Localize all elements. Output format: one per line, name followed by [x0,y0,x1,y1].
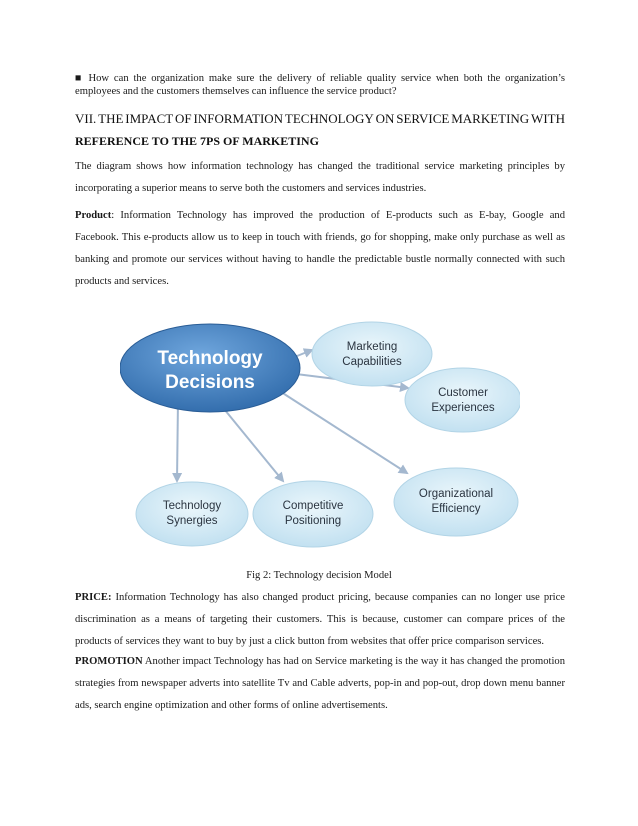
heading-number: VII. [75,111,97,126]
n3-line-2: Synergies [166,515,218,527]
heading-word: WITH [531,111,565,126]
organizational-efficiency-node [394,468,518,536]
product-label: Product [75,210,112,221]
price-text: Information Technology has also changed product pricing, because companies can no longer use price discrimination as a means of targeting their customers. This is because, customer can compare prices of the products of services they want to buy by just a click button from websites that offer price comparison services. [75,592,565,647]
n4-line-2: Positioning [284,515,342,527]
n5-line-2: Efficiency [431,503,481,515]
promotion-paragraph [75,651,565,717]
heading-word: MARKETING [451,111,530,126]
price-label: PRICE: [75,592,112,603]
heading-word: SERVICE [396,111,450,126]
n1-line-1: Marketing [346,341,398,353]
arrow-to-positioning [220,404,283,481]
heading-line-2: REFERENCE TO THE 7PS OF MARKETING [75,134,319,148]
competitive-positioning-node [253,481,373,547]
bullet-question [75,72,565,98]
bullet-text: How can the organization make sure the delivery of reliable quality service when both the organization’s employees and the customers themselves can influence the service product? [75,73,566,97]
heading-word: INFORMATION [193,111,284,126]
heading-word: ON [375,111,395,126]
arrow-to-synergies [177,400,178,481]
section-heading [75,108,565,152]
n2-line-1: Customer [438,387,488,399]
heading-word: THE [98,111,124,126]
promotion-text: Another impact Technology has had on Service marketing is the way it has changed the promotion strategies from newspaper adverts into satellite Tv and Cable adverts, pop-in and pop-out, drop down menu banner ads, search engine optimization and other forms of online advertisements. [75,656,565,711]
bullet-marker: ■ [75,73,84,84]
heading-word: TECHNOLOGY [284,111,374,126]
center-label-line-2: Decisions [165,372,255,393]
n5-line-1: Organizational [418,488,494,500]
arrow-to-efficiency [278,390,407,473]
technology-decision-diagram [120,300,520,556]
product-paragraph [75,205,565,293]
product-text: : Information Technology has improved the production of E-products such as E-bay, Google and Facebook. This e-products allow us to keep in touch with friends, go for shopping, make only purchase as well as banking and promote our services without having to handle the predictable bustle normally connected with such products and services. [75,210,565,287]
customer-experiences-node [405,368,520,432]
marketing-capabilities-node [312,322,432,386]
promotion-label: PROMOTION [75,656,143,667]
center-label-line-1: Technology [157,348,263,369]
intro-paragraph: The diagram shows how information technology has changed the traditional service marketing principles by incorporating a superior means to serve both the customers and services industries. [75,161,565,194]
heading-word: OF [175,111,192,126]
n1-line-2: Capabilities [342,356,402,368]
price-paragraph [75,587,565,653]
n4-line-1: Competitive [282,500,344,512]
figure-caption: Fig 2: Technology decision Model [246,570,392,581]
technology-synergies-node [136,482,248,546]
n2-line-2: Experiences [431,402,495,414]
n3-line-1: Technology [162,500,222,512]
heading-word: IMPACT [125,111,174,126]
